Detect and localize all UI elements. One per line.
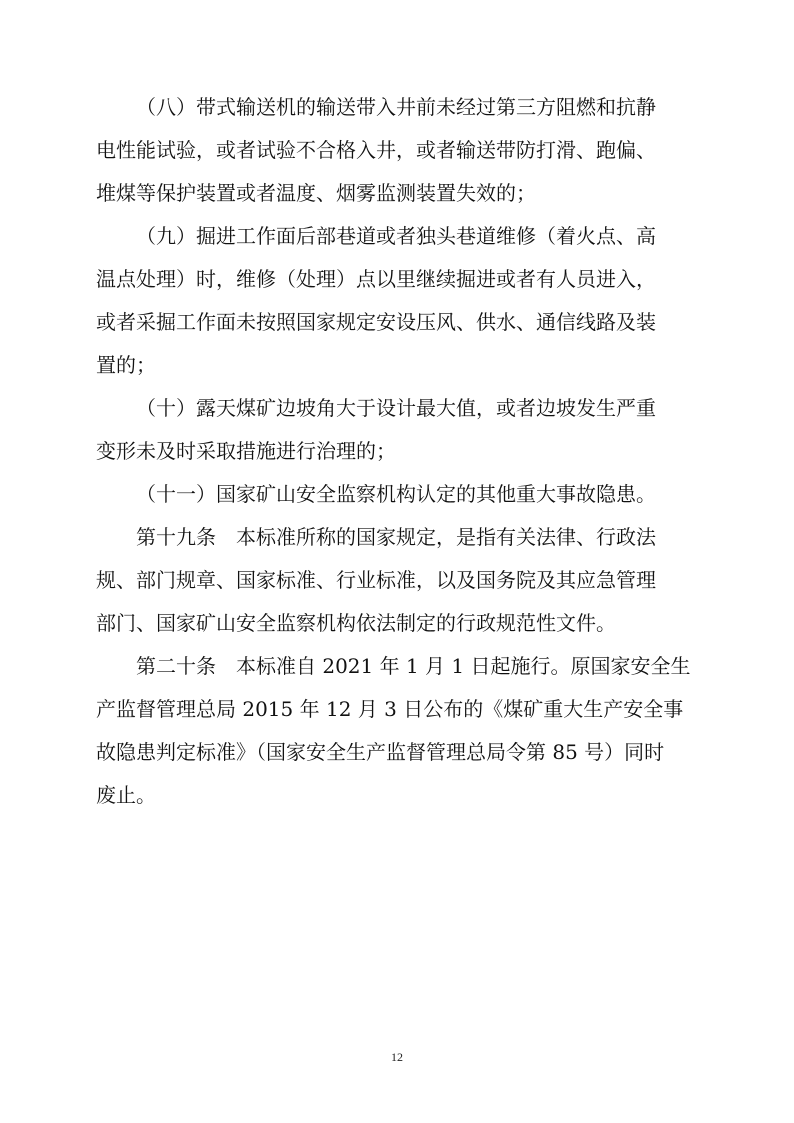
paragraph-9-line-3: 或者采掘工作面未按照国家规定安设压风、供水、通信线路及装 <box>96 310 656 334</box>
paragraph-8-line-1: （八）带式输送机的输送带入井前未经过第三方阻燃和抗静 <box>136 95 656 119</box>
paragraph-11-line-1: （十一）国家矿山安全监察机构认定的其他重大事故隐患。 <box>136 482 656 506</box>
paragraph-8-line-2: 电性能试验，或者试验不合格入井，或者输送带防打滑、跑偏、 <box>96 138 656 162</box>
paragraph-10-line-2: 变形未及时采取措施进行治理的； <box>96 439 396 463</box>
article-19-line-2: 规、部门规章、国家标准、行业标准，以及国务院及其应急管理 <box>96 568 656 592</box>
article-19-line-3: 部门、国家矿山安全监察机构依法制定的行政规范性文件。 <box>96 611 616 635</box>
article-19-line-1: 第十九条 本标准所称的国家规定，是指有关法律、行政法 <box>136 525 656 549</box>
paragraph-9-line-4: 置的； <box>96 353 156 377</box>
article-20-line-3: 故隐患判定标准》（国家安全生产监督管理总局令第 85 号）同时 <box>96 740 665 764</box>
article-20-line-1: 第二十条 本标准自 2021 年 1 月 1 日起施行。原国家安全生 <box>136 654 691 678</box>
paragraph-8-line-3: 堆煤等保护装置或者温度、烟雾监测装置失效的； <box>96 181 536 205</box>
paragraph-9-line-1: （九）掘进工作面后部巷道或者独头巷道维修（着火点、高 <box>136 224 656 248</box>
article-20-line-4: 废止。 <box>96 783 156 807</box>
article-20-line-2: 产监督管理总局 2015 年 12 月 3 日公布的《煤矿重大生产安全事 <box>96 697 684 721</box>
page-number: 12 <box>391 1050 403 1064</box>
paragraph-9-line-2: 温点处理）时，维修（处理）点以里继续掘进或者有人员进入， <box>96 267 656 291</box>
paragraph-10-line-1: （十）露天煤矿边坡角大于设计最大值，或者边坡发生严重 <box>136 396 656 420</box>
